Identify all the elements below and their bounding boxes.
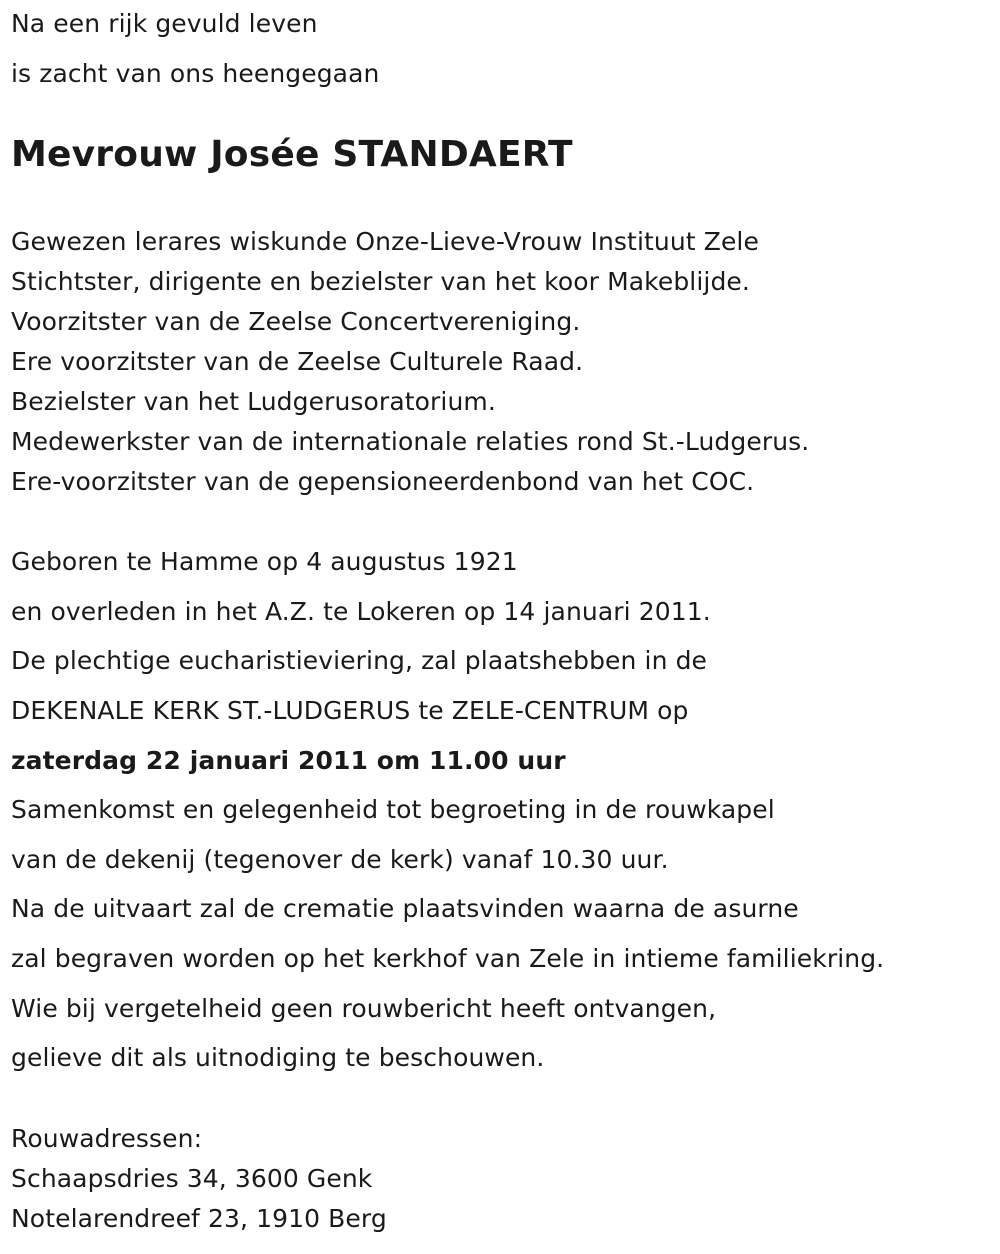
detail-line-death: en overleden in het A.Z. te Lokeren op 14 januari 2011. bbox=[11, 597, 711, 626]
role-line-4: Ere voorzitster van de Zeelse Culturele Raad. bbox=[11, 347, 584, 376]
deceased-name: Mevrouw Josée STANDAERT bbox=[11, 134, 573, 175]
detail-line-cremation: Na de uitvaart zal de crematie plaatsvinden waarna de asurne bbox=[11, 894, 799, 923]
role-line-2: Stichtster, dirigente en bezielster van het koor Makeblijde. bbox=[11, 267, 750, 296]
detail-line-church: DEKENALE KERK ST.-LUDGERUS te ZELE-CENTRUM op bbox=[11, 696, 689, 725]
address-line-1: Schaapsdries 34, 3600 Genk bbox=[11, 1164, 373, 1193]
detail-line-gathering: Samenkomst en gelegenheid tot begroeting in de rouwkapel bbox=[11, 795, 775, 824]
detail-line-gathering-time: van de dekenij (tegenover de kerk) vanaf 10.30 uur. bbox=[11, 845, 669, 874]
role-line-7: Ere-voorzitster van de gepensioneerdenbond van het COC. bbox=[11, 467, 755, 496]
detail-line-invitation-1: Wie bij vergetelheid geen rouwbericht heeft ontvangen, bbox=[11, 994, 717, 1023]
detail-line-date: zaterdag 22 januari 2011 om 11.00 uur bbox=[11, 746, 566, 775]
addresses-label: Rouwadressen: bbox=[11, 1124, 203, 1153]
role-line-3: Voorzitster van de Zeelse Concertvereniging. bbox=[11, 307, 581, 336]
detail-line-burial: zal begraven worden op het kerkhof van Zele in intieme familiekring. bbox=[11, 944, 885, 973]
detail-line-invitation-2: gelieve dit als uitnodiging te beschouwen. bbox=[11, 1043, 545, 1072]
detail-line-service: De plechtige eucharistieviering, zal plaatshebben in de bbox=[11, 646, 708, 675]
role-line-1: Gewezen lerares wiskunde Onze-Lieve-Vrouw Instituut Zele bbox=[11, 227, 759, 256]
role-line-5: Bezielster van het Ludgerusoratorium. bbox=[11, 387, 496, 416]
address-line-2: Notelarendreef 23, 1910 Berg bbox=[11, 1204, 387, 1233]
intro-line-2: is zacht van ons heengegaan bbox=[11, 59, 380, 88]
intro-line-1: Na een rijk gevuld leven bbox=[11, 9, 318, 38]
detail-line-birth: Geboren te Hamme op 4 augustus 1921 bbox=[11, 547, 518, 576]
role-line-6: Medewerkster van de internationale relaties rond St.-Ludgerus. bbox=[11, 427, 810, 456]
